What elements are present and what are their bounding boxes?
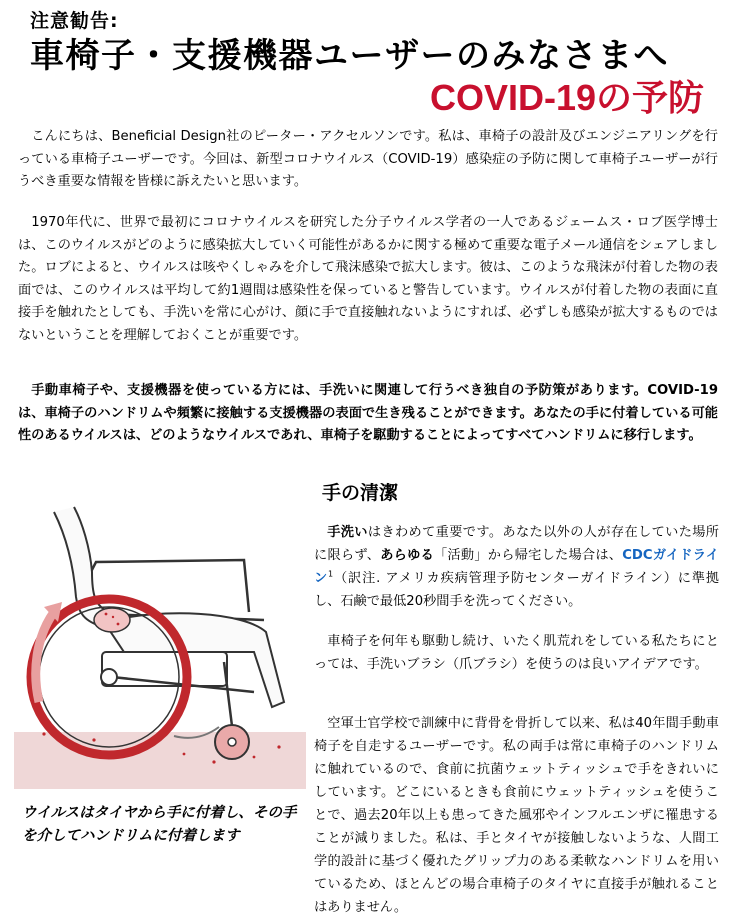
caster-hub <box>228 738 236 746</box>
wheel-hub <box>101 669 117 685</box>
wheelchair-hand-illustration <box>14 502 306 789</box>
page-subtitle: COVID-19の予防 <box>429 77 704 118</box>
strong-every: あらゆる <box>380 548 434 563</box>
cdc-guideline-link[interactable]: CDCガイドライン <box>314 548 719 586</box>
p1-text-1: はきわめて重要です。あなた以外の人が存在していた場所に限らず、 <box>314 525 719 563</box>
history-paragraph: 1970年代に、世界で最初にコロナウイルスを研究した分子ウイルス学者の一人であるジェームス・ロブ医学博士は、このウイルスがどのように感染拡大していく可能性があるかに関する極めて重要な電子メール通信をシェアしました。ロブによると、ウイルスは咳やくしゃみを介して飛沫感染で拡大します。彼は、このような飛沫が付着した物の表面では、このウイルスは平均して約1週間は感染性を保っていると警告しています。ウイルスが付着した物の表面に直接手を触れたとしても、手洗いを常に心がけ、顔に手で直接触れないようにすれば、必ずしも感染が拡大するものではないということを理解しておくことが重要です。 <box>18 215 718 343</box>
leg-outline <box>104 613 284 707</box>
handwashing-paragraph <box>314 521 719 613</box>
page-title: 車椅子・支援機器ユーザーのみなさまへ <box>30 36 669 76</box>
p1-text-2: 「活動」から帰宅した場合は、 <box>433 548 623 563</box>
strong-handwashing: 手洗い <box>327 525 368 540</box>
section-title-hand-hygiene: 手の清潔 <box>322 482 399 504</box>
footnote-marker: 1 <box>328 569 334 579</box>
brush-paragraph: 車椅子を何年も駆動し続け、いたく肌荒れをしている私たちにとっては、手洗いブラシ（爪ブラシ）を使うのは良いアイデアです。 <box>314 634 719 672</box>
wheelchair-warning-paragraph: 手動車椅子や、支援機器を使っている方には、手洗いに関連して行うべき独自の予防策があります。COVID-19は、車椅子のハンドリムや頻繁に接触する支援機器の表面で生き残ることができます。あなたの手に付着している可能性のあるウイルスは、どのようなウイルスであれ、車椅子を駆動することによってすべてハンドリムに移行します。 <box>18 383 718 443</box>
figure-caption: ウイルスはタイヤから手に付着し、その手を介してハンドリムに付着します <box>22 805 297 844</box>
kicker: 注意勧告: <box>30 10 119 32</box>
intro-paragraph: こんにちは、Beneficial Design社のピーター・アクセルソンです。私は、車椅子の設計及びエンジニアリングを行っている車椅子ユーザーです。今回は、新型コロナウイルス（COVID-19）感染症の予防に関して車椅子ユーザーが行うべき重要な情報を皆様に訴えたいと思います。 <box>18 129 718 189</box>
seat-cushion <box>102 652 227 686</box>
personal-experience-paragraph: 空軍士官学校で訓練中に背骨を骨折して以来、私は40年間手動車椅子を自走するユーザーです。私の両手は常に車椅子のハンドリムに触れているので、食前に抗菌ウェットティッシュで手をきれいにしています。どこにいるときも食前にウェットティッシュを使うことで、過去20年以上も患ってきた風邪やインフルエンザに罹患することが減りました。私は、手とタイヤが接触しないような、人間工学的設計に基づく優れたグリップ力のある柔軟なハンドリムを用いているため、ほとんどの場合車椅子のタイヤに直接手が触れることはありません。 <box>314 716 719 915</box>
hand-with-virus <box>94 608 130 632</box>
p1-text-3: （訳注. アメリカ疾病管理予防センターガイドライン）に準拠し、石鹸で最低20秒間手を洗ってください。 <box>314 571 720 609</box>
